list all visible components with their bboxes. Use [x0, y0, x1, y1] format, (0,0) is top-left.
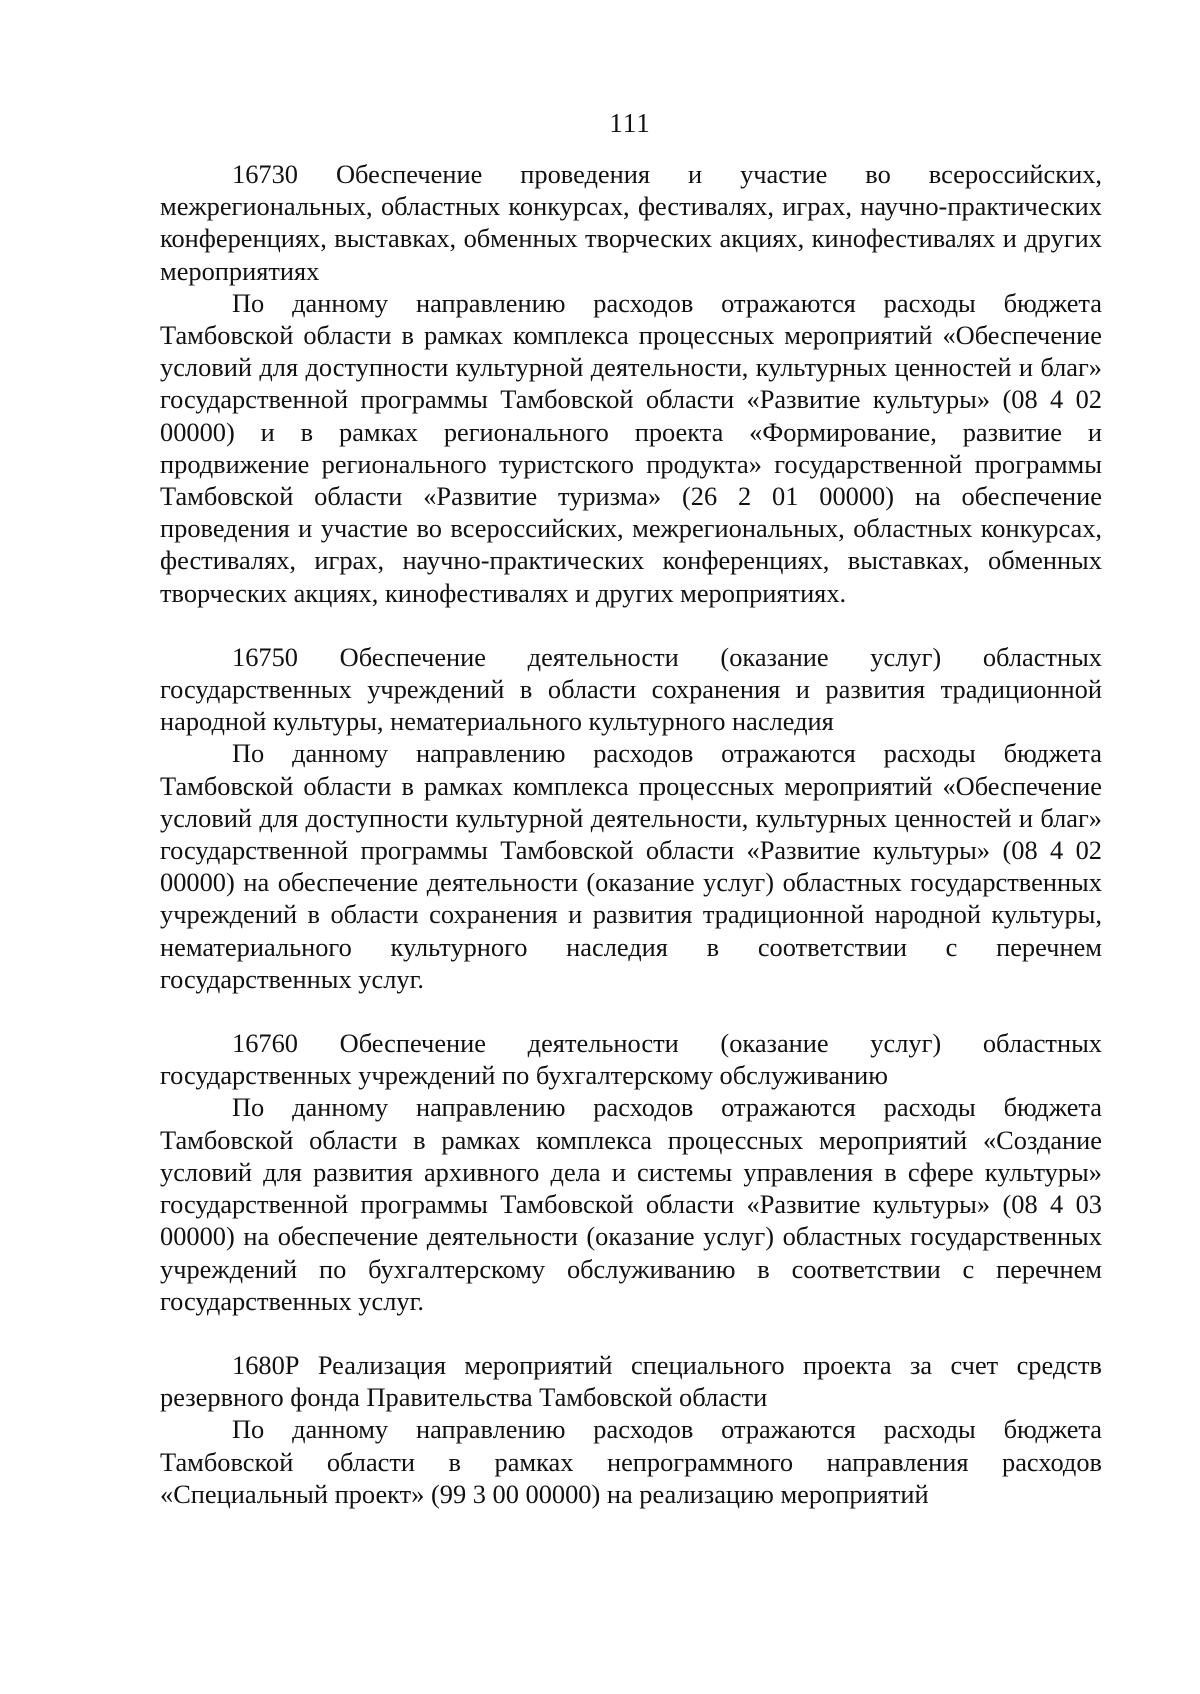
section-body-16760: По данному направлению расходов отражаются расходы бюджета Тамбовской области в рамках комплекса процессных мероприятий «Создание условий для развития архивного дела и системы управления в сфере культуры» государственной программы Тамбовской области «Развитие культуры» (08 4 03 00000) на обеспечение деятельности (оказание услуг) областных государственных учреждений по бухгалтерскому обслуживанию в соответствии с перечнем государственных услуг.: [160, 1092, 1102, 1316]
section-heading-16760: 16760 Обеспечение деятельности (оказание услуг) областных государственных учреждений по бухгалтерскому обслуживанию: [160, 1028, 1102, 1091]
section-body-1680r: По данному направлению расходов отражаются расходы бюджета Тамбовской области в рамках непрограммного направления расходов «Специальный проект» (99 3 00 00000) на реализацию мероприятий: [160, 1414, 1102, 1509]
page-number: 111: [609, 108, 651, 138]
section-body-16730: По данному направлению расходов отражаются расходы бюджета Тамбовской области в рамках комплекса процессных мероприятий «Обеспечение условий для доступности культурной деятельности, культурных ценностей и благ» государственной программы Тамбовской области «Развитие культуры» (08 4 02 00000) и в рамках регионального проекта «Формирование, развитие и продвижение регионального туристского продукта» государственной программы Тамбовской области «Развитие туризма» (26 2 01 00000) на обеспечение проведения и участие во всероссийских, межрегиональных, областных конкурсах, фестивалях, играх, научно-практических конференциях, выставках, обменных творческих акциях, кинофестивалях и других мероприятиях.: [160, 287, 1102, 608]
paragraph-spacer: [160, 609, 1102, 641]
section-heading-1680r: 1680Р Реализация мероприятий специального проекта за счет средств резервного фонда Правительства Тамбовской области: [160, 1349, 1102, 1413]
section-heading-16730: 16730 Обеспечение проведения и участие во всероссийских, межрегиональных, областных конкурсах, фестивалях, играх, научно-практических конференциях, выставках, обменных творческих акциях, кинофестивалях и других мероприятиях: [160, 159, 1102, 286]
document-body: [160, 158, 1102, 1510]
section-body-16750: По данному направлению расходов отражаются расходы бюджета Тамбовской области в рамках комплекса процессных мероприятий «Обеспечение условий для доступности культурной деятельности, культурных ценностей и благ» государственной программы Тамбовской области «Развитие культуры» (08 4 02 00000) на обеспечение деятельности (оказание услуг) областных государственных учреждений в области сохранения и развития традиционной народной культуры, нематериального культурного наследия в соответствии с перечнем государственных услуг.: [160, 738, 1102, 994]
section-heading-16750: 16750 Обеспечение деятельности (оказание услуг) областных государственных учреждений в области сохранения и развития традиционной народной культуры, нематериального культурного наследия: [160, 641, 1102, 737]
paragraph-spacer: [160, 1317, 1102, 1349]
paragraph-spacer: [160, 995, 1102, 1027]
